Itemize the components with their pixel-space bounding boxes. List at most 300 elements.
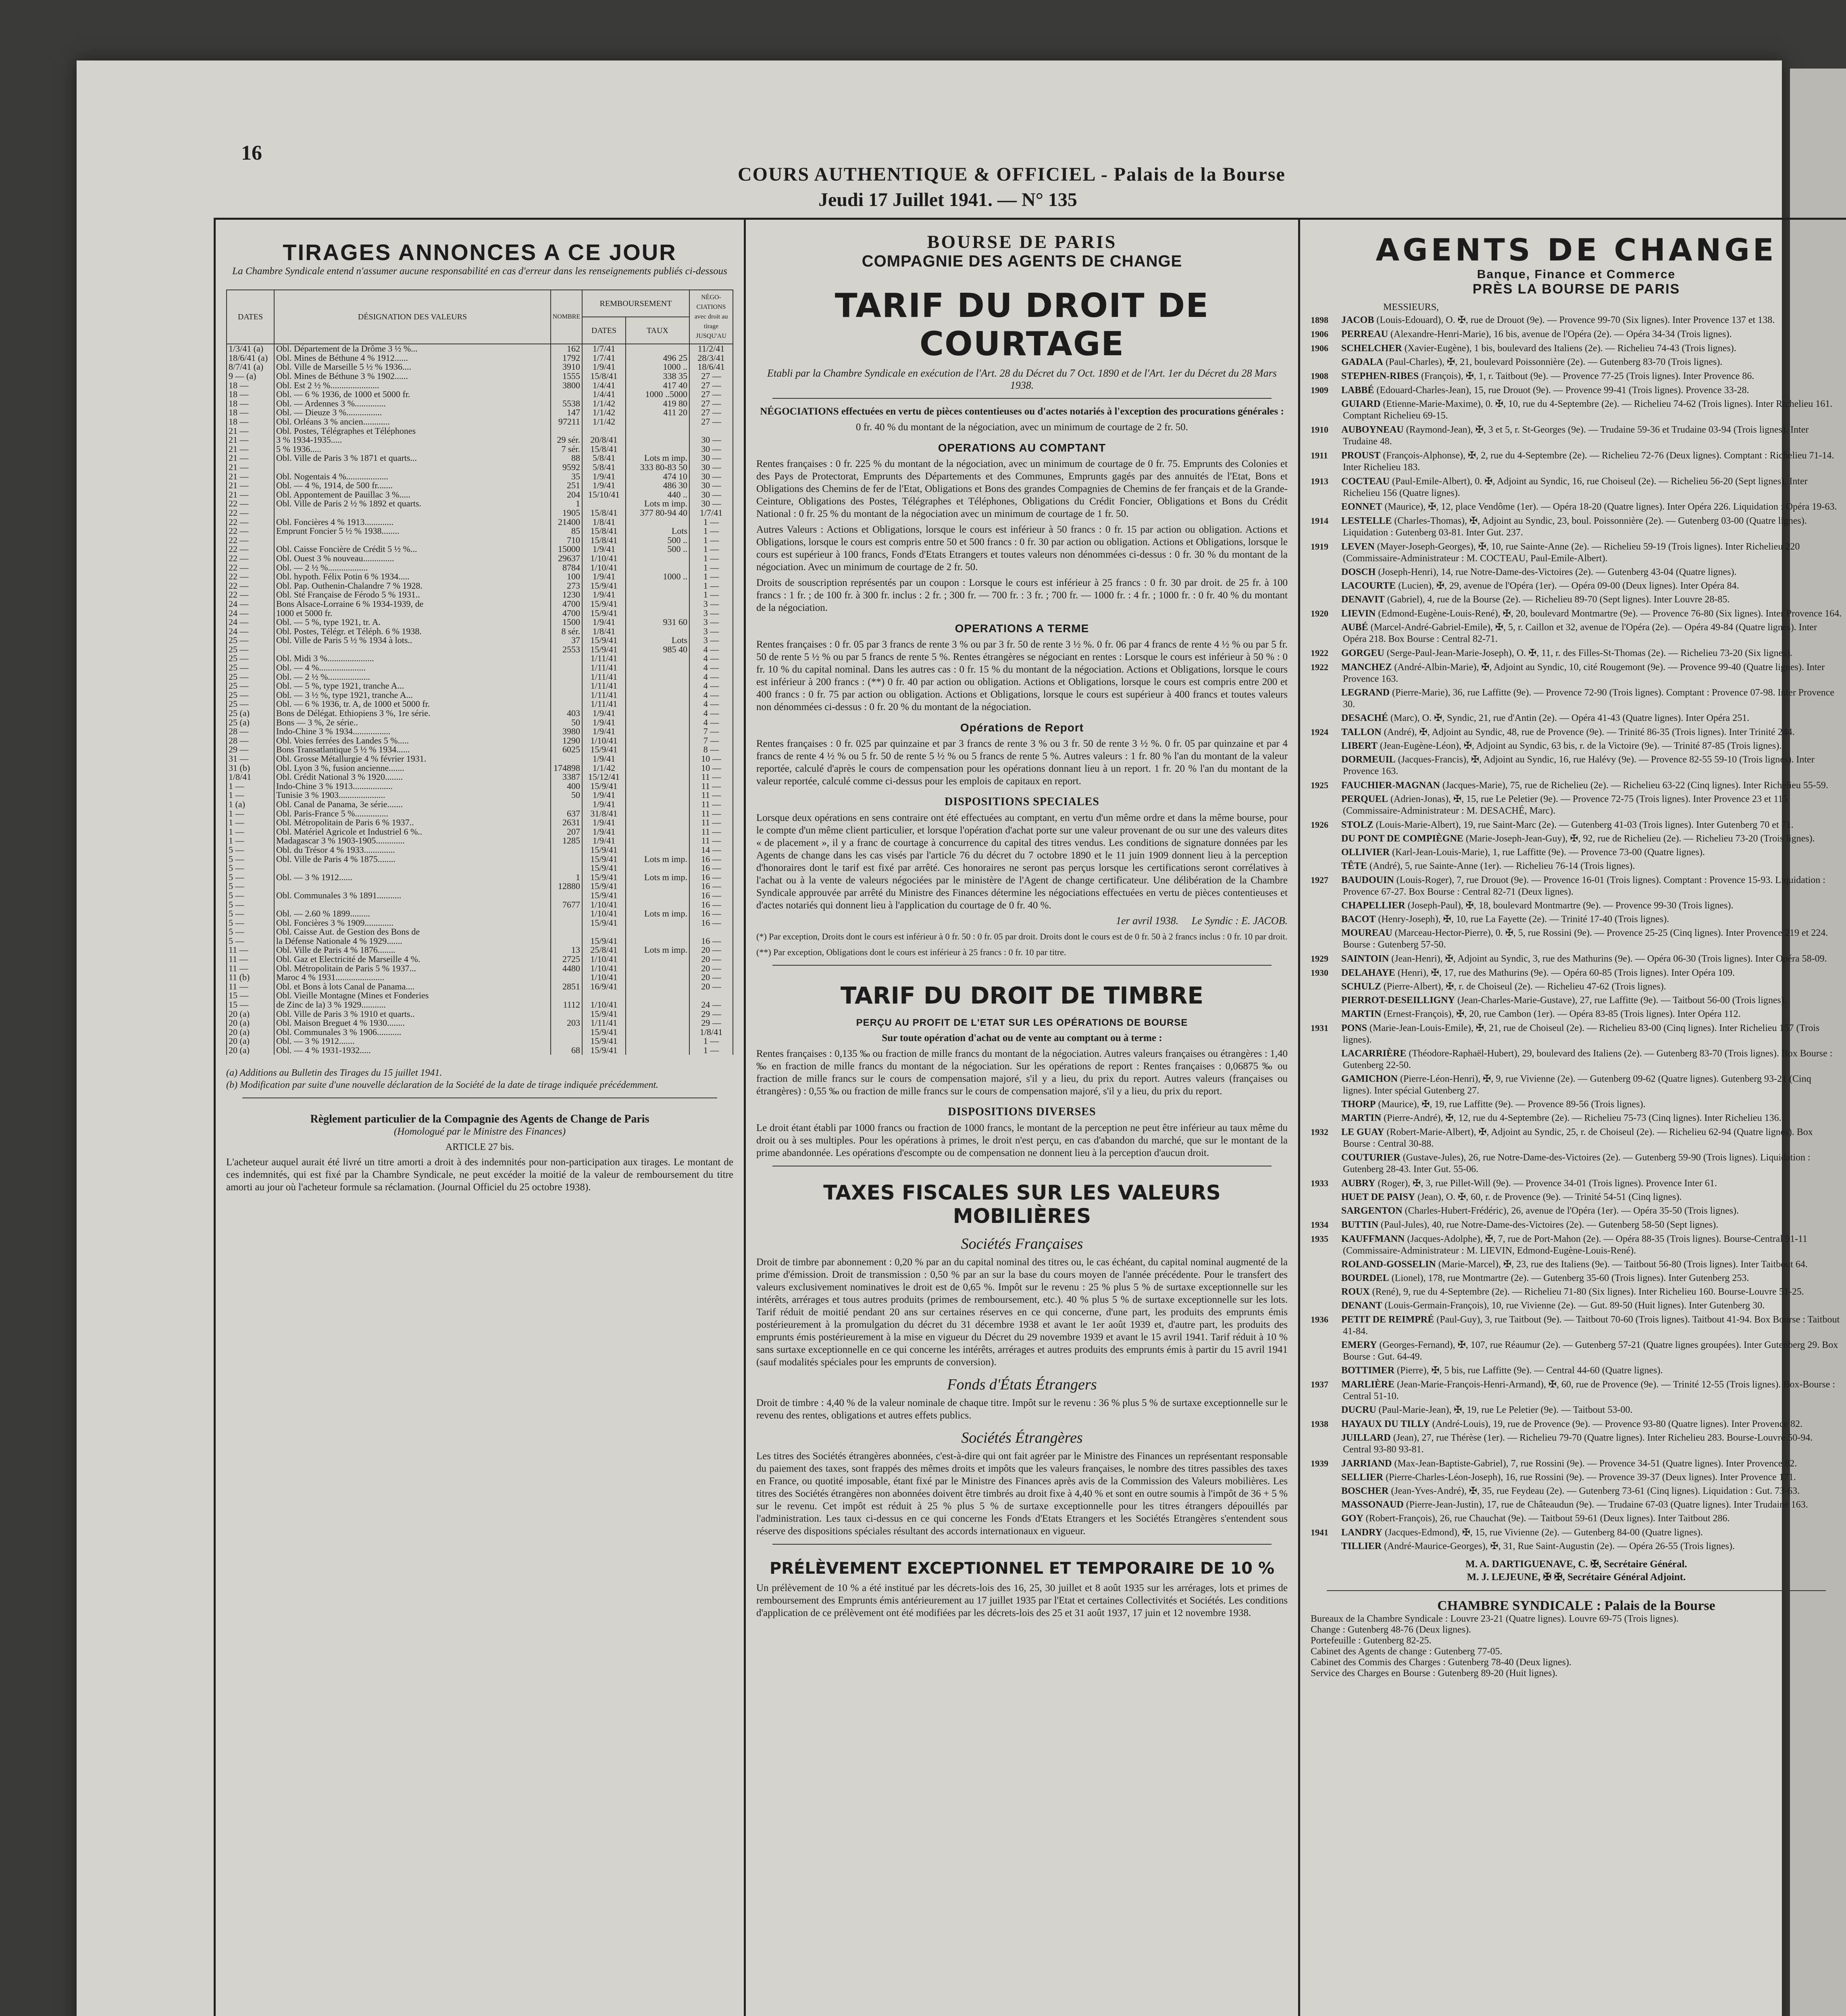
- cell-negociations: [689, 991, 733, 1000]
- agent-name: PERREAU: [1341, 329, 1388, 339]
- cell-date: 24 —: [227, 627, 274, 636]
- agent-details: (Raymond-Jean), ✠, 3 et 5, r. St-Georges (9e). — Trudaine 59-36 et Trudaine 03-94 (Trois lignes). Inter Trudaine 48.: [1343, 425, 1809, 447]
- divider: [1327, 1590, 1826, 1591]
- cell-rb-date: 1/8/41: [582, 627, 626, 636]
- cell-date: 25 —: [227, 700, 274, 709]
- chambre-line: Change : Gutenberg 48-76 (Deux lignes).: [1311, 1624, 1471, 1635]
- cell-nombre: 1500: [551, 618, 582, 627]
- reglement-text: L'acheteur auquel aurait été livré un titre amorti a droit à des indemnités pour non-participation aux tirages. Le montant de ces indemnités, qui est fixé par la Chambre Syndicale, ne peut excéder la moitié de la valeur de remboursement du titre amorti au jour où l'acheteur formule sa réclamation. (Journal Officiel du 25 octobre 1938).: [226, 1157, 733, 1193]
- cell-date: 11 —: [227, 946, 274, 955]
- cell-negociations: 1/8/41: [689, 1028, 733, 1037]
- cell-nombre: [551, 672, 582, 681]
- cell-taux: [626, 417, 689, 427]
- cell-nombre: [551, 1009, 582, 1018]
- cell-nombre: [551, 654, 582, 663]
- agent-entry: [1311, 1300, 1842, 1312]
- cell-taux: 377 80-94 40: [626, 508, 689, 518]
- cell-negociations: 4 —: [689, 663, 733, 673]
- chambre-line: Cabinet des Agents de change : Gutenberg 77-05.: [1311, 1646, 1503, 1657]
- cell-designation: [274, 882, 551, 891]
- cell-designation: Obl. Ville de Paris 2 ½ % 1892 et quarts.: [274, 499, 551, 508]
- cell-taux: Lots m imp.: [626, 946, 689, 955]
- report-heading: Opérations de Report: [960, 721, 1084, 734]
- negociations-heading: NÉGOCIATIONS effectuées en vertu de pièces contentieuses ou d'actes notariés à l'exception des procurations générales :: [760, 406, 1284, 417]
- agent-year: 1938: [1311, 1419, 1328, 1429]
- agent-name: AUBOYNEAU: [1341, 425, 1404, 435]
- cell-taux: [626, 517, 689, 527]
- agent-details: (Robert-François), 26, rue Chauchat (9e). — Taitbout 59-61 (Deux lignes). Inter Taitbout 286.: [1365, 1513, 1730, 1524]
- cell-rb-date: 15/8/41: [582, 535, 626, 545]
- cell-negociations: 4 —: [689, 645, 733, 654]
- cell-rb-date: 1/9/41: [582, 545, 626, 554]
- cell-rb-date: 1/4/41: [582, 390, 626, 399]
- cell-rb-date: 15/9/41: [582, 882, 626, 891]
- cell-date: 5 —: [227, 918, 274, 927]
- agent-entry: [1311, 1513, 1842, 1524]
- agent-entry: [1311, 900, 1842, 912]
- agent-details: (Jacques-Adolphe), ✠, 7, rue de Port-Mahon (2e). — Opéra 88-35 (Trois lignes). Bourse-Central 91-11 (Commissaire-Administrateur : M. LIEVIN, Edmond-Eugène-Louis-René).: [1343, 1234, 1808, 1256]
- agent-year: 1935: [1311, 1234, 1328, 1244]
- cell-designation: Obl. Maison Breguet 4 % 1930........: [274, 1018, 551, 1028]
- table-row: [227, 700, 733, 709]
- agent-year: 1931: [1311, 1023, 1328, 1033]
- agent-year: 1937: [1311, 1379, 1328, 1389]
- cell-nombre: 29 sér.: [551, 435, 582, 445]
- table-row: [227, 773, 733, 782]
- agent-name: AUBÉ: [1341, 622, 1368, 633]
- cell-date: 21 —: [227, 435, 274, 445]
- table-row: [227, 946, 733, 955]
- table-row: [227, 390, 733, 399]
- cell-negociations: 29 —: [689, 1009, 733, 1018]
- agent-details: (Louis-Marie-Albert), 19, rue Saint-Marc (2e). — Gutenberg 41-03 (Trois lignes). Inter Gutenberg 70 et 71.: [1376, 820, 1794, 830]
- table-row: [227, 1046, 733, 1055]
- cell-rb-date: 1/10/41: [582, 955, 626, 964]
- cell-negociations: 30 —: [689, 445, 733, 454]
- cell-date: 5 —: [227, 873, 274, 882]
- agent-details: (Joseph-Paul), ✠, 18, boulevard Montmartre (9e). — Provence 99-30 (Trois lignes).: [1407, 900, 1734, 911]
- agent-entry: [1311, 1219, 1842, 1231]
- agent-name: PERQUEL: [1341, 794, 1388, 804]
- cell-nombre: 1555: [551, 372, 582, 381]
- cell-rb-date: 5/8/41: [582, 463, 626, 472]
- cell-designation: Obl. Métropolitain de Paris 6 % 1937..: [274, 818, 551, 827]
- speciales-text: Lorsque deux opérations en sens contraire ont été effectuées au comptant, en vertu d'un même ordre et dans la même bourse, pour le compte d'un même client particulier, et lorsque l'opération d'achat porte sur une valeur provenant de ou sur une des valeurs dites « de placement », il y a franc de courtage à concurrence du capital des titres vendus. Les conditions de signature données par les Agents de change dans les cas visés par l'article 76 du décret du 7 octobre 1890 et le 11 juin 1909 donnent lieu à la perception d'honoraires dont le tarif est fixé par arrêté. Ces honoraires ne seront pas perçus lorsque les certifications seront corrélatives à l'achat ou à la vente de valeurs négociées par le ministère de l'Agent de change certificateur. Une délibération de la Chambre Syndicale approuvée par arrêté du Ministre des Finances détermine les négociations effectuées en vertu de pièces contentieuses et d'actes notariés qui donnent lieu à l'application du courtage de 0 fr. 40 %.: [756, 812, 1288, 911]
- cell-rb-date: 15/9/41: [582, 1009, 626, 1018]
- agent-name: DORMEUIL: [1341, 754, 1396, 765]
- syndic: Le Syndic : E. JACOB.: [1191, 915, 1288, 927]
- table-row: [227, 937, 733, 946]
- table-row: [227, 663, 733, 673]
- cell-taux: [626, 745, 689, 754]
- cell-date: 21 —: [227, 490, 274, 500]
- cell-date: 1 —: [227, 791, 274, 800]
- cell-designation: Obl. — 5 %, type 1921, tr. A.: [274, 618, 551, 627]
- cell-taux: [626, 709, 689, 718]
- table-row: [227, 754, 733, 764]
- agent-details: (Pierre-Charles-Léon-Joseph), 16, rue Rossini (9e). — Provence 39-37 (Deux lignes). Inter Provence 171.: [1386, 1472, 1796, 1483]
- cell-nombre: [551, 891, 582, 900]
- cell-negociations: 11 —: [689, 818, 733, 827]
- tirages-disclaimer: La Chambre Syndicale entend n'assumer aucune responsabilité en cas d'erreur dans les renseignements publiés ci-dessous: [232, 266, 727, 277]
- col-dates: DATES: [227, 290, 274, 344]
- cell-rb-date: 1/11/41: [582, 663, 626, 673]
- autres-valeurs-text: Autres Valeurs : Actions et Obligations, lorsque le cours est inférieur à 50 francs : 0 fr. 15 par action ou obligation. Actions et Obligations, lorsque le cours est compris entre 50 et 500 francs : 0 fr. 30 par action ou obligation. Actions et Obligations, lorsque le cours est supérieur à 100 francs, Fonds d'Etats Etrangers et toutes valeurs non dénommées ci-dessus : 0 fr. 30 % du montant de la négociation. Avec un minimum de courtage de 2 fr. 50.: [756, 524, 1288, 573]
- cell-designation: Obl. — 3 % 1912......: [274, 873, 551, 882]
- cell-designation: [274, 864, 551, 873]
- cell-negociations: 16 —: [689, 854, 733, 864]
- agent-details: (Pierre-Albert), ✠, r. de Choiseul (2e). — Richelieu 47-62 (Trois lignes).: [1383, 981, 1666, 992]
- agent-name: BUTTIN: [1341, 1220, 1379, 1230]
- agent-name: LABBÉ: [1341, 385, 1374, 396]
- cell-date: 25 —: [227, 672, 274, 681]
- cell-taux: Lots: [626, 527, 689, 536]
- table-row: [227, 681, 733, 691]
- cell-taux: 500 ..: [626, 545, 689, 554]
- date: 1er avril 1938.: [1116, 915, 1179, 927]
- cell-designation: Obl. Paris-France 5 %...............: [274, 809, 551, 818]
- cell-nombre: 1: [551, 873, 582, 882]
- cell-taux: [626, 982, 689, 991]
- cell-designation: Obl. Département de la Drôme 3 ½ %...: [274, 344, 551, 354]
- agent-name: SCHULZ: [1341, 981, 1381, 992]
- cell-taux: 333 80-83 50: [626, 463, 689, 472]
- cell-taux: [626, 927, 689, 937]
- cell-date: 1 —: [227, 818, 274, 827]
- table-row: [227, 864, 733, 873]
- agent-name: DU PONT DE COMPIÈGNE: [1341, 833, 1463, 844]
- cell-taux: [626, 754, 689, 764]
- cell-nombre: 1792: [551, 354, 582, 363]
- cell-designation: Obl. Sté Française de Férodo 5 % 1931..: [274, 590, 551, 600]
- agent-name: BOURDEL: [1341, 1273, 1389, 1283]
- cell-date: 11 (b): [227, 973, 274, 982]
- cell-designation: Obl. et Bons à lots Canal de Panama....: [274, 982, 551, 991]
- cell-rb-date: 1/9/41: [582, 472, 626, 481]
- agent-details: (Marie-Joseph-Jean-Guy), ✠, 92, rue de Richelieu (2e). — Richelieu 73-20 (Trois lignes).: [1465, 833, 1815, 844]
- table-row: [227, 709, 733, 718]
- table-row: [227, 499, 733, 508]
- cell-date: 11 —: [227, 955, 274, 964]
- agent-details: (Marcel-André-Gabriel-Emile), ✠, 5, r. Caillon et 32, avenue de l'Opéra (2e). — Opéra 49-84 (Quatre lignes). Inter Opéra 218. Box Bourse : Central 82-71.: [1343, 622, 1817, 644]
- cell-nombre: 85: [551, 527, 582, 536]
- table-row: [227, 527, 733, 536]
- page-number: 16: [241, 142, 262, 165]
- table-row: [227, 517, 733, 527]
- agent-entry: [1311, 398, 1842, 422]
- cell-designation: Obl. — Dieuze 3 %................: [274, 408, 551, 417]
- table-row: [227, 463, 733, 472]
- bourse-heading: BOURSE DE PARIS: [927, 231, 1117, 252]
- cell-taux: 931 60: [626, 618, 689, 627]
- table-row: [227, 782, 733, 791]
- agent-entry: [1311, 1112, 1842, 1124]
- cell-nombre: 100: [551, 572, 582, 581]
- cell-designation: [274, 535, 551, 545]
- cell-date: 25 —: [227, 663, 274, 673]
- agent-name: DOSCH: [1341, 567, 1376, 577]
- cell-rb-date: 15/8/41: [582, 508, 626, 518]
- cell-taux: 440 ..: [626, 490, 689, 500]
- cell-nombre: 637: [551, 809, 582, 818]
- table-row: [227, 545, 733, 554]
- chambre-lines: [1311, 1614, 1842, 1679]
- prelevement-text: Un prélèvement de 10 % a été institué par les décrets-lois des 16, 25, 30 juillet et 8 août 1935 sur les arrérages, lots et primes de remboursement des Emprunts émis antérieurement au 17 juillet 1935 par l'Etat et certaines Collectivités et Sociétés. Les conditions d'application de ce prélèvement ont été modifiées par les décrets-lois des 25 et 31 août 1937, 17 juin et 12 novembre 1938.: [756, 1583, 1288, 1618]
- cell-designation: Obl. — 4 %, 1914, de 500 fr.......: [274, 481, 551, 490]
- cell-nombre: 3800: [551, 381, 582, 390]
- col-rb-dates: DATES: [582, 317, 626, 344]
- agent-entry: [1311, 1458, 1842, 1470]
- cell-rb-date: 1/9/41: [582, 572, 626, 581]
- table-row: [227, 454, 733, 463]
- cell-negociations: 10 —: [689, 754, 733, 764]
- cell-rb-date: 16/9/41: [582, 982, 626, 991]
- cell-nombre: 8784: [551, 563, 582, 572]
- table-row: [227, 535, 733, 545]
- cell-negociations: 11/2/41: [689, 344, 733, 354]
- cell-rb-date: 25/8/41: [582, 946, 626, 955]
- agent-details: (Edmond-Eugène-Louis-René), ✠, 20, boulevard Montmartre (9e). — Provence 76-80 (Six lignes). Inter Provence 164.: [1378, 608, 1842, 619]
- cell-nombre: 1290: [551, 736, 582, 746]
- cell-designation: Obl. Ville de Paris 3 % 1871 et quarts...: [274, 454, 551, 463]
- agent-year: 1926: [1311, 820, 1328, 830]
- cell-nombre: [551, 1028, 582, 1037]
- agent-entry: [1311, 647, 1842, 659]
- agent-name: GOY: [1341, 1513, 1363, 1524]
- cell-taux: 1000 ..: [626, 362, 689, 372]
- cell-nombre: [551, 846, 582, 855]
- table-row: [227, 554, 733, 563]
- agents-subtitle-2: PRÈS LA BOURSE DE PARIS: [1472, 281, 1680, 297]
- cell-negociations: 20 —: [689, 955, 733, 964]
- agent-name: SAINTOIN: [1341, 954, 1389, 964]
- table-row: [227, 691, 733, 700]
- cell-designation: de Zinc de la) 3 % 1929...........: [274, 1000, 551, 1010]
- agent-entry: [1311, 1432, 1842, 1456]
- cell-negociations: 11 —: [689, 827, 733, 836]
- agent-details: (François-Alphonse), ✠, 2, rue du 4-Septembre (2e). — Richelieu 72-76 (Deux lignes). Comptant : Richelieu 71-14. Inter Richelieu 183.: [1343, 450, 1834, 473]
- agent-entry: [1311, 515, 1842, 539]
- cell-nombre: [551, 973, 582, 982]
- cell-designation: Obl. Orléans 3 % ancien............: [274, 417, 551, 427]
- cell-taux: 1000 ..5000: [626, 390, 689, 399]
- cell-date: 24 —: [227, 608, 274, 618]
- cell-taux: Lots m imp.: [626, 499, 689, 508]
- cell-nombre: [551, 918, 582, 927]
- cell-negociations: 11 —: [689, 773, 733, 782]
- cell-designation: Tunisie 3 % 1903.....................: [274, 791, 551, 800]
- cell-nombre: 5538: [551, 399, 582, 408]
- cell-designation: Obl. Ville de Paris 5 ½ % 1934 à lots..: [274, 636, 551, 645]
- agent-name: DENANT: [1341, 1300, 1382, 1311]
- agent-name: SCHELCHER: [1341, 343, 1402, 354]
- cell-nombre: 162: [551, 344, 582, 354]
- agent-details: (Charles-Hubert-Frédéric), 26, avenue de l'Opéra (1er). — Opéra 35-50 (Trois lignes).: [1405, 1206, 1739, 1216]
- agent-entry: [1311, 328, 1842, 340]
- cell-date: 22 —: [227, 590, 274, 600]
- cell-taux: [626, 691, 689, 700]
- courtage-subtitle: Etabli par la Chambre Syndicale en exécution de l'Art. 28 du Décret du 7 Oct. 1890 et de l'Art. 1er du Décret du 28 Mars 1938.: [767, 367, 1277, 391]
- cell-nombre: 203: [551, 1018, 582, 1028]
- cell-nombre: 12880: [551, 882, 582, 891]
- agent-name: LANDRY: [1341, 1527, 1382, 1538]
- cell-rb-date: 15/9/41: [582, 846, 626, 855]
- agent-entry: [1311, 819, 1842, 831]
- agent-details: (Pierre-Léon-Henri), ✠, 9, rue Vivienne (2e). — Gutenberg 09-62 (Quatre lignes). Gutenberg 93-21 (Cinq lignes). Inter spécial Gutenberg 27.: [1343, 1074, 1811, 1096]
- agent-name: FAUCHIER-MAGNAN: [1341, 780, 1440, 791]
- cell-nombre: 251: [551, 481, 582, 490]
- cell-date: 24 —: [227, 618, 274, 627]
- agent-year: 1934: [1311, 1220, 1328, 1230]
- cell-nombre: 400: [551, 782, 582, 791]
- agent-entry: [1311, 927, 1842, 951]
- cell-taux: Lots m imp.: [626, 454, 689, 463]
- cell-negociations: 3 —: [689, 618, 733, 627]
- cell-negociations: 24 —: [689, 1000, 733, 1010]
- table-row: [227, 435, 733, 445]
- cell-date: 22 —: [227, 572, 274, 581]
- agent-entry: [1311, 754, 1842, 777]
- cell-designation: Obl. Voies ferrées des Landes 5 %.....: [274, 736, 551, 746]
- cell-designation: Bons — 3 %, 2e série..: [274, 718, 551, 727]
- cell-designation: Obl. Nogentais 4 %...................: [274, 472, 551, 481]
- table-row: [227, 918, 733, 927]
- agent-entry: [1311, 1259, 1842, 1270]
- agent-year: 1910: [1311, 425, 1328, 435]
- cell-nombre: 4700: [551, 600, 582, 609]
- table-row: [227, 873, 733, 882]
- cell-designation: Obl. Matériel Agricole et Industriel 6 %..: [274, 827, 551, 836]
- agent-name: PETIT DE REIMPRÉ: [1341, 1314, 1434, 1325]
- agent-name: ROUX: [1341, 1287, 1370, 1297]
- cell-date: 1 (a): [227, 800, 274, 809]
- cell-negociations: 1 —: [689, 581, 733, 590]
- table-row: [227, 955, 733, 964]
- comptant-heading: OPERATIONS AU COMPTANT: [938, 442, 1106, 454]
- content-frame: [214, 218, 1846, 2016]
- cell-negociations: [689, 927, 733, 937]
- table-row: [227, 982, 733, 991]
- cell-taux: [626, 1037, 689, 1046]
- agent-details: (Max-Jean-Baptiste-Gabriel), 7, rue Rossini (9e). — Provence 34-51 (Quatre lignes). Inter Provence 82.: [1394, 1458, 1797, 1469]
- agent-details: (Etienne-Marie-Maxime), 0. ✠, 10, rue du 4-Septembre (2e). — Richelieu 74-62 (Trois lignes). Inter Richelieu 161. Comptant Richelieu 69-15.: [1343, 399, 1833, 421]
- diverses-heading: DISPOSITIONS DIVERSES: [948, 1106, 1096, 1118]
- cell-designation: Obl. Postes, Télégr. et Téléph. 6 % 1938.: [274, 627, 551, 636]
- cell-taux: [626, 800, 689, 809]
- table-row: [227, 354, 733, 363]
- cell-designation: Emprunt Foncier 5 ½ % 1938........: [274, 527, 551, 536]
- agent-details: (Jean-Eugène-Léon), ✠, Adjoint au Syndic, 63 bis, r. de la Victoire (9e). — Trinité 87-85 (Trois lignes).: [1380, 741, 1782, 751]
- agent-entry: [1311, 833, 1842, 845]
- agent-year: 1941: [1311, 1527, 1328, 1537]
- cell-date: 22 —: [227, 554, 274, 563]
- cell-rb-date: 15/8/41: [582, 527, 626, 536]
- cell-negociations: 30 —: [689, 472, 733, 481]
- cell-nombre: 8 sér.: [551, 627, 582, 636]
- cell-negociations: 29 —: [689, 1018, 733, 1028]
- cell-taux: 417 40: [626, 381, 689, 390]
- cell-rb-date: 15/8/41: [582, 372, 626, 381]
- cell-designation: Obl. — 5 %, type 1921, tranche A...: [274, 681, 551, 691]
- agent-name: BAUDOUIN: [1341, 875, 1394, 885]
- cell-date: 20 (a): [227, 1037, 274, 1046]
- cell-date: 1 —: [227, 782, 274, 791]
- cell-negociations: 16 —: [689, 873, 733, 882]
- cell-nombre: 9592: [551, 463, 582, 472]
- diverses-text: Le droit étant établi par 1000 francs ou fraction de 1000 francs, le montant de la perception ne peut être inférieur au taux même du droit ou à ses multiples. Pour les opérations à primes, le droit n'est perçu, en cas d'abandon du marché, que sur le montant de la prime abandonnée. Les opérations d'escompte ou de compensation ne donnent lieu à la perception d'aucun droit.: [756, 1123, 1288, 1158]
- agent-details: (Marie-Jean-Louis-Emile), ✠, 21, rue de Choiseul (2e). — Richelieu 83-00 (Cinq lignes). Inter Richelieu 157 (Trois lignes).: [1343, 1023, 1820, 1045]
- cell-nombre: [551, 754, 582, 764]
- agents-title: AGENTS DE CHANGE: [1376, 232, 1777, 268]
- courtage-title: TARIF DU DROIT DE COURTAGE: [835, 287, 1209, 363]
- cell-date: 8/7/41 (a): [227, 362, 274, 372]
- agent-entry: [1311, 914, 1842, 925]
- cell-date: 5 —: [227, 882, 274, 891]
- cell-date: 5 —: [227, 854, 274, 864]
- cell-nombre: 3980: [551, 727, 582, 736]
- agent-details: (Jean-Yves-André), ✠, 35, rue Feydeau (2e). — Gutenberg 73-61 (Cinq lignes). Liquidation : Gut. 73-63.: [1391, 1486, 1800, 1496]
- agent-name: BACOT: [1341, 914, 1376, 925]
- agent-name: DELAHAYE: [1341, 968, 1395, 978]
- agent-entry: [1311, 1418, 1842, 1430]
- cell-taux: 500 ..: [626, 535, 689, 545]
- cell-taux: 419 80: [626, 399, 689, 408]
- agent-entry: [1311, 342, 1842, 354]
- cell-designation: Obl. — 3 ½ %, type 1921, tranche A...: [274, 691, 551, 700]
- cell-taux: 486 30: [626, 481, 689, 490]
- signature-date: [756, 915, 1288, 927]
- agent-name: LIEVIN: [1341, 608, 1376, 619]
- agent-entry: [1311, 1485, 1842, 1497]
- cell-designation: Indo-Chine 3 % 1913..................: [274, 782, 551, 791]
- cell-nombre: 1905: [551, 508, 582, 518]
- cell-date: 15 —: [227, 991, 274, 1000]
- timbre-text: Rentes françaises : 0,135 ‰ ou fraction de mille francs du montant de la négociation. Autres valeurs françaises ou étrangères : 1,40 ‰ en fraction de mille francs du montant de la négociation. Sur les opérations de report : Rentes françaises : 0,06875 ‰ ou fraction de mille francs sur le cours de compensation majoré, s'il y a lieu, du prix du report. Autres valeurs (françaises ou étrangères) : 0,55 ‰ ou fraction de mille francs sur le cours de compensation majoré, s'il y a lieu, du prix du report.: [756, 1048, 1288, 1097]
- cell-designation: Obl. Crédit National 3 % 1920........: [274, 773, 551, 782]
- cell-taux: 338 35: [626, 372, 689, 381]
- compagnie-heading: COMPAGNIE DES AGENTS DE CHANGE: [862, 252, 1182, 270]
- cell-date: 1 —: [227, 836, 274, 846]
- agent-name: MOUREAU: [1341, 928, 1392, 938]
- cell-taux: [626, 964, 689, 973]
- agent-details: (Adrien-Jonas), ✠, 15, rue Le Peletier (9e). — Provence 72-75 (Trois lignes). Inter Provence 23 et 115 (Commissaire-Administrateur : M. DESACHÉ, Marc).: [1343, 794, 1788, 816]
- agent-details: (Jacques-Edmond), ✠, 15, rue Vivienne (2e). — Gutenberg 84-00 (Quatre lignes).: [1384, 1527, 1703, 1538]
- cell-taux: [626, 718, 689, 727]
- cell-negociations: 3 —: [689, 600, 733, 609]
- cell-nombre: 68: [551, 1046, 582, 1055]
- cell-designation: Obl. Lyon 3 %, fusion ancienne.......: [274, 763, 551, 773]
- cell-nombre: 2851: [551, 982, 582, 991]
- agent-entry: [1311, 1314, 1842, 1337]
- cell-date: 25 (a): [227, 709, 274, 718]
- cell-taux: [626, 900, 689, 909]
- agent-details: (Maurice), ✠, 12, place Vendôme (1er). — Opéra 18-20 (Quatre lignes). Inter Opéra 226. Liquidation : Opéra 19-63.: [1384, 502, 1837, 512]
- agent-name: BOTTIMER: [1341, 1365, 1395, 1376]
- agent-entry: [1311, 1205, 1842, 1217]
- footnote-b: (b) Modification par suite d'une nouvelle déclaration de la Société de la date de tirage indiquée précédemment.: [226, 1080, 659, 1091]
- cell-date: 22 —: [227, 508, 274, 518]
- soc-etrangeres-heading: Sociétés Étrangères: [961, 1429, 1083, 1446]
- cell-negociations: 1 —: [689, 1046, 733, 1055]
- agent-name: SARGENTON: [1341, 1206, 1403, 1216]
- cell-nombre: [551, 426, 582, 435]
- agent-name: TILLIER: [1341, 1541, 1382, 1552]
- agent-name: COUTURIER: [1341, 1152, 1401, 1163]
- agent-entry: [1311, 1379, 1842, 1402]
- table-row: [227, 654, 733, 663]
- tirages-rows: [227, 344, 733, 1055]
- agent-entry: [1311, 608, 1842, 620]
